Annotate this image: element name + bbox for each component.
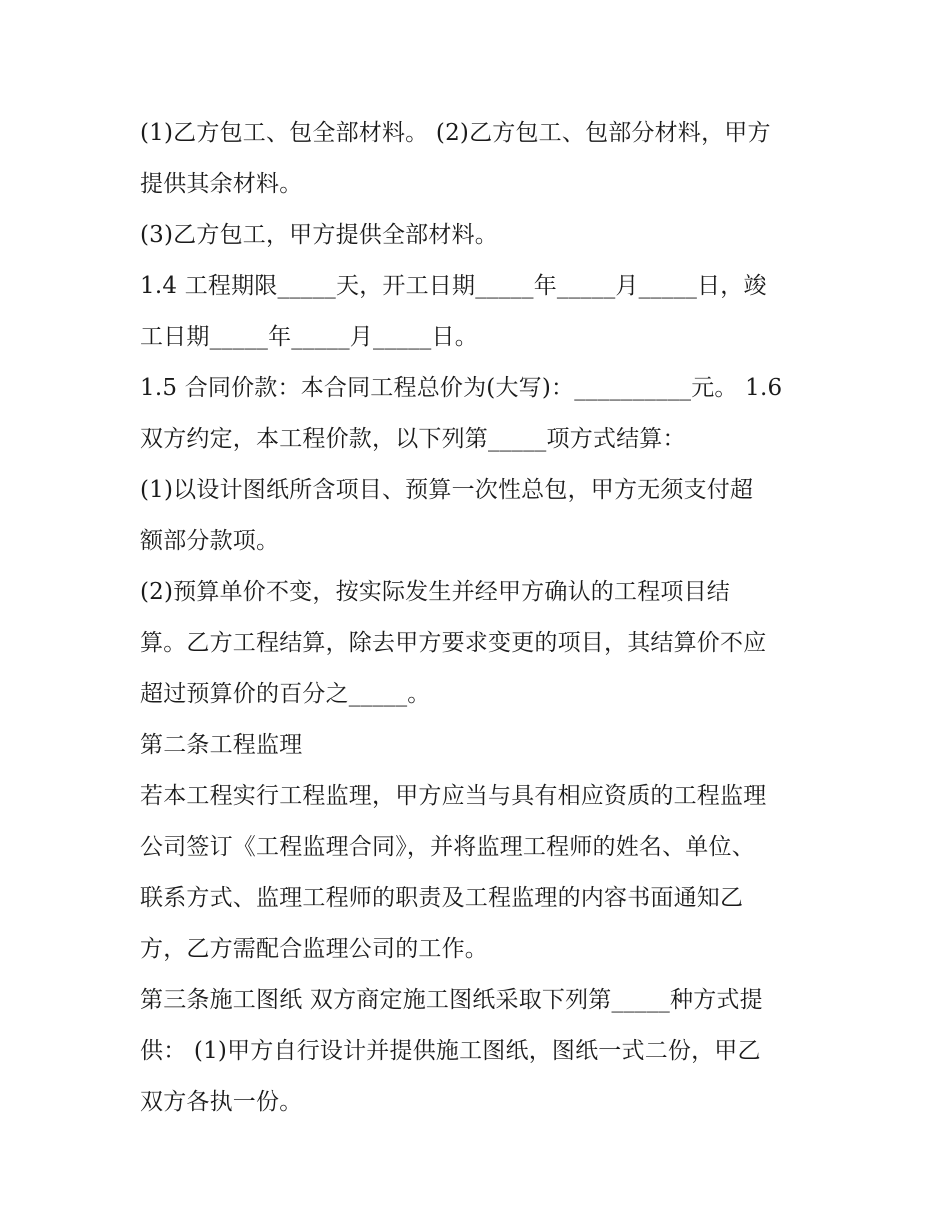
text-line: (1)以设计图纸所含项目、预算一次性总包，甲方无须支付超 bbox=[140, 477, 754, 503]
section-heading: 第二条工程监理 bbox=[140, 732, 303, 758]
text-line: 方，乙方需配合监理公司的工作。 bbox=[140, 936, 488, 962]
text-line: 双方约定，本工程价款，以下列第_____项方式结算： bbox=[140, 426, 686, 452]
text-line: 联系方式、监理工程师的职责及工程监理的内容书面通知乙 bbox=[140, 885, 744, 911]
text-line: (3)乙方包工，甲方提供全部材料。 bbox=[140, 222, 498, 248]
text-line: 工日期_____年_____月_____日。 bbox=[140, 324, 478, 350]
text-line: 若本工程实行工程监理，甲方应当与具有相应资质的工程监理 bbox=[140, 783, 767, 809]
text-line: 第三条施工图纸 双方商定施工图纸采取下列第_____种方式提 bbox=[140, 987, 763, 1013]
text-line: 供： (1)甲方自行设计并提供施工图纸，图纸一式二份，甲乙 bbox=[140, 1038, 761, 1064]
text-line: 1.4 工程期限_____天，开工日期_____年_____月_____日，竣 bbox=[140, 273, 767, 299]
text-line: 双方各执一份。 bbox=[140, 1089, 303, 1115]
document-body bbox=[140, 108, 820, 1128]
text-line: 1.5 合同价款：本合同工程总价为(大写)：__________元。 1.6 bbox=[140, 375, 783, 401]
text-line: 额部分款项。 bbox=[140, 528, 280, 554]
text-line: 公司签订《工程监理合同》，并将监理工程师的姓名、单位、 bbox=[140, 834, 755, 860]
text-line: (1)乙方包工、包全部材料。 (2)乙方包工、包部分材料，甲方 bbox=[140, 120, 771, 146]
text-line: 算。乙方工程结算，除去甲方要求变更的项目，其结算价不应 bbox=[140, 630, 767, 656]
text-line: 超过预算价的百分之_____。 bbox=[140, 681, 431, 707]
text-line: (2)预算单价不变，按实际发生并经甲方确认的工程项目结 bbox=[140, 579, 730, 605]
text-line: 提供其余材料。 bbox=[140, 171, 303, 197]
